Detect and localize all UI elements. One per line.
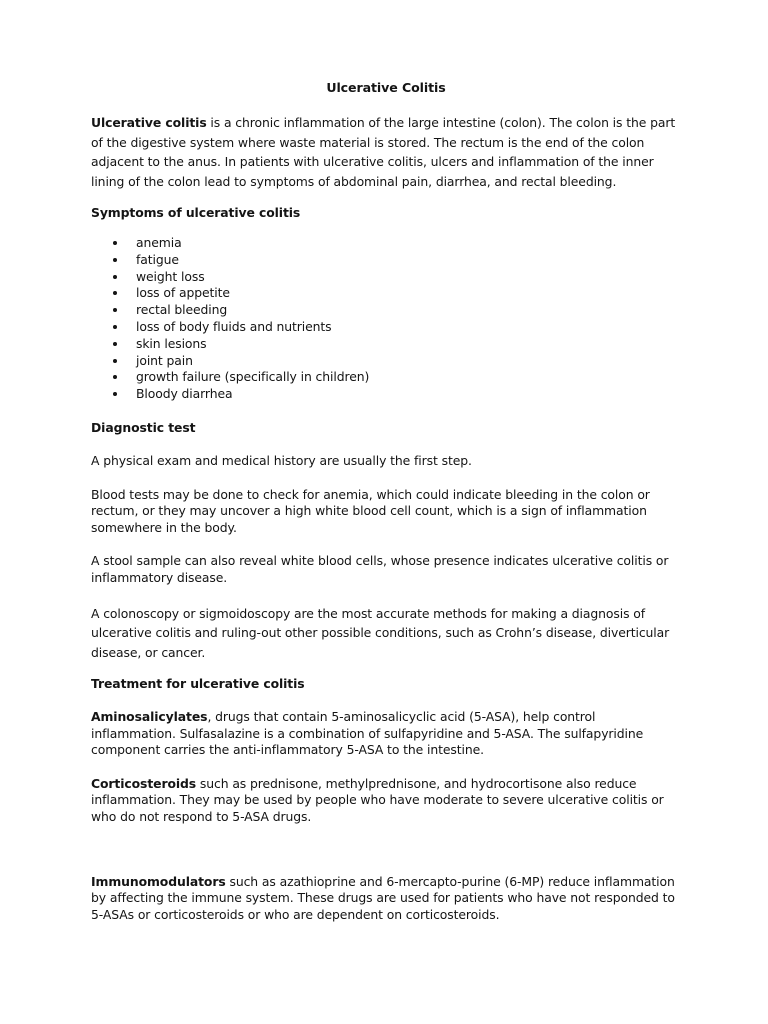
list-item: growth failure (specifically in children) — [91, 369, 681, 386]
bullet-icon — [113, 258, 117, 262]
bullet-icon — [113, 308, 117, 312]
bullet-icon — [113, 325, 117, 329]
list-item: Bloody diarrhea — [91, 386, 681, 403]
aminosalicylates-term: Aminosalicylates — [91, 709, 208, 725]
document-body — [91, 80, 681, 923]
list-item: fatigue — [91, 252, 681, 269]
diagnostic-paragraph-exam: A physical exam and medical history are usually the first step. — [91, 452, 472, 468]
list-item: joint pain — [91, 353, 681, 370]
bullet-icon — [113, 291, 117, 295]
symptoms-list — [91, 235, 681, 403]
document-title: Ulcerative Colitis — [326, 80, 446, 95]
bullet-icon — [113, 375, 117, 379]
list-item: anemia — [91, 235, 681, 252]
treatment-aminosalicylates: Aminosalicylates, drugs that contain 5-aminosalicyclic acid (5-ASA), help control inflammation. Sulfasalazine is a combination of sulfapyridine and 5-ASA. The sulfapyridine component carries the anti-inflammatory 5-ASA to the intestine. — [91, 709, 644, 758]
bullet-icon — [113, 241, 117, 245]
diagnostic-heading: Diagnostic test — [91, 419, 196, 435]
bullet-icon — [113, 359, 117, 363]
intro-paragraph — [91, 113, 681, 191]
list-item: skin lesions — [91, 336, 681, 353]
intro-lead-term: Ulcerative colitis — [91, 115, 207, 130]
list-item: loss of body fluids and nutrients — [91, 319, 681, 336]
intro-text: is a chronic inflammation of the large intestine (colon). The colon is the part of the digestive system where waste material is stored. The rectum is the end of the colon adjacent to the anus. In patients with ulcerative colitis, ulcers and inflammation of the inner lining of the colon lead to symptoms of abdominal pain, diarrhea, and rectal bleeding. — [91, 115, 676, 189]
bullet-icon — [113, 275, 117, 279]
treatment-immunomodulators: Immunomodulators such as azathioprine and 6-mercapto-purine (6-MP) reduce inflammation by affecting the immune system. These drugs are used for patients who have not responded to 5-ASAs or corticosteroids or who are dependent on corticosteroids. — [91, 873, 675, 922]
corticosteroids-term: Corticosteroids — [91, 775, 197, 791]
diagnostic-paragraph-colonoscopy: A colonoscopy or sigmoidoscopy are the most accurate methods for making a diagnosis of ulcerative colitis and ruling-out other possible conditions, such as Crohn’s disease, diverticular disease, or cancer. — [91, 605, 670, 660]
treatment-heading: Treatment for ulcerative colitis — [91, 676, 305, 692]
immunomodulators-term: Immunomodulators — [91, 873, 226, 889]
list-item: loss of appetite — [91, 285, 681, 302]
list-item: rectal bleeding — [91, 302, 681, 319]
bullet-icon — [113, 342, 117, 346]
diagnostic-paragraph-blood: Blood tests may be done to check for anemia, which could indicate bleeding in the colon or rectum, or they may uncover a high white blood cell count, which is a sign of inflammation somewhere in the body. — [91, 486, 650, 535]
diagnostic-paragraph-stool: A stool sample can also reveal white blood cells, whose presence indicates ulcerative colitis or inflammatory disease. — [91, 553, 669, 585]
symptoms-heading: Symptoms of ulcerative colitis — [91, 205, 301, 220]
treatment-corticosteroids: Corticosteroids such as prednisone, methylprednisone, and hydrocortisone also reduce inflammation. They may be used by people who have moderate to severe ulcerative colitis or who do not respond to 5-ASA drugs. — [91, 775, 664, 824]
list-item: weight loss — [91, 269, 681, 286]
bullet-icon — [113, 392, 117, 396]
